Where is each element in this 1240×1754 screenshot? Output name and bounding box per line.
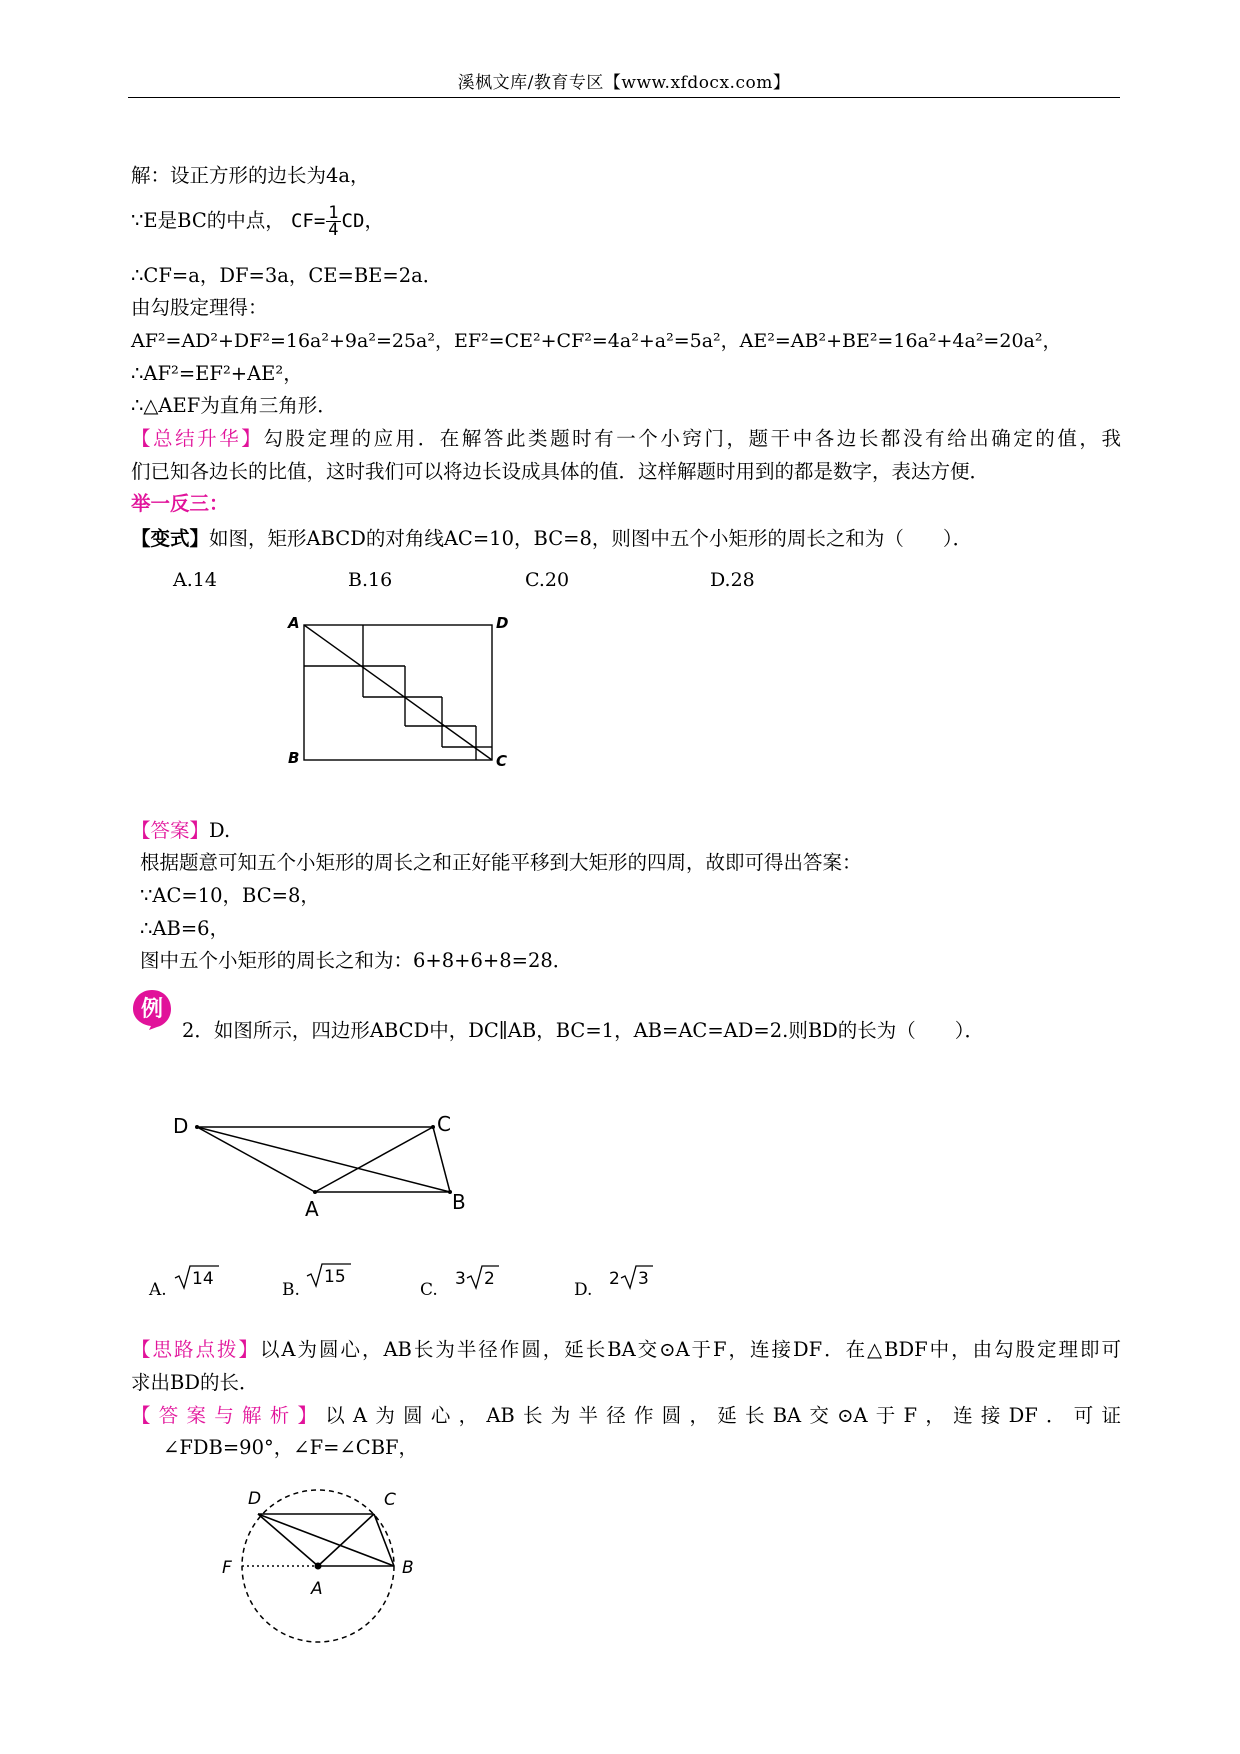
solution-line-1: 解：设正方形的边长为4a， xyxy=(131,164,370,187)
solution-line-7: ∴△AEF为直角三角形． xyxy=(131,394,337,417)
answer1-tag: 【答案】 xyxy=(131,819,210,842)
solution-line-2-prefix: ∵E是BC的中点， xyxy=(131,209,285,232)
ex2-option-b-radical xyxy=(305,1260,355,1290)
coefficient: 2 xyxy=(609,1269,620,1289)
variant-text: 如图，矩形ABCD的对角线AC=10，BC=8，则图中五个小矩形的周长之和为（ ）． xyxy=(209,527,973,550)
label-d: D xyxy=(173,1114,189,1138)
hint-text-1: 以A为圆心，AB长为半径作圆，延长BA交⊙A于F，连接DF．在△BDF中，由勾股定理即可 xyxy=(259,1338,1121,1361)
example2-text: 2．如图所示，四边形ABCD中，DC∥AB，BC=1，AB=AC=AD=2.则BD的长为（ ）． xyxy=(182,1019,985,1042)
ex2-option-a-radical xyxy=(173,1262,223,1292)
label-f: F xyxy=(222,1558,232,1578)
cd-label: CD xyxy=(341,210,365,232)
variant-line xyxy=(131,526,972,552)
fraction-numerator: 1 xyxy=(328,203,339,223)
coefficient: 3 xyxy=(455,1269,466,1289)
hint-line-1 xyxy=(131,1337,1121,1363)
label-c: C xyxy=(496,752,508,770)
solution-line-2 xyxy=(131,205,384,238)
summary-line-2: 们已知各边长的比值，这时我们可以将边长设成具体的值．这样解题时用到的都是数字，表达方便． xyxy=(131,460,990,483)
answer1-line-2: ∵AC=10，BC=8， xyxy=(140,884,320,907)
label-b: B xyxy=(402,1558,414,1578)
radicand: 15 xyxy=(324,1267,346,1287)
answer1-value: D. xyxy=(209,819,231,842)
solution-line-4: 由勾股定理得： xyxy=(131,296,268,319)
ex2-option-a-letter: A. xyxy=(149,1280,167,1300)
analysis-line-1 xyxy=(131,1403,1121,1429)
solution-line-6: ∴AF²=EF²+AE²， xyxy=(131,362,303,385)
analysis-text-1: 以A为圆心，AB长为半径作圆，延长BA交⊙A于F，连接DF．可证 xyxy=(325,1404,1121,1427)
diagonal-ac xyxy=(304,625,492,760)
label-a: A xyxy=(311,1579,323,1599)
label-b: B xyxy=(288,749,300,767)
answer1-line-3: ∴AB=6， xyxy=(140,917,230,940)
variant-option-a: A.14 xyxy=(173,569,217,591)
label-a: A xyxy=(288,614,300,632)
analysis-tag: 【答案与解析】 xyxy=(131,1404,326,1427)
label-b: B xyxy=(452,1190,466,1214)
hint-tag: 【思路点拨】 xyxy=(131,1338,260,1361)
figure-quadrilateral-abcd xyxy=(165,1105,485,1220)
radicand: 14 xyxy=(192,1269,214,1289)
summary-tag: 【总结升华】 xyxy=(131,427,264,450)
analysis-line-2: ∠FDB=90°，∠F=∠CBF， xyxy=(163,1436,419,1459)
hint-line-2: 求出BD的长． xyxy=(131,1371,259,1394)
variant-tag: 【变式】 xyxy=(131,527,210,550)
radicand: 2 xyxy=(484,1269,495,1289)
ex2-option-c-letter: C. xyxy=(420,1280,438,1300)
fraction xyxy=(326,205,340,238)
label-c: C xyxy=(384,1490,396,1510)
page-header: 溪枫文库/教育专区【www.xfdocx.com】 xyxy=(457,73,791,93)
ex2-option-d-letter: D. xyxy=(574,1280,593,1300)
summary-text-1: 勾股定理的应用．在解答此类题时有一个小窍门，题干中各边长都没有给出确定的值，我 xyxy=(263,427,1121,450)
example-badge xyxy=(131,988,173,1030)
label-d: D xyxy=(248,1489,262,1509)
solution-line-3: ∴CF=a，DF=3a，CE=BE=2a． xyxy=(131,264,443,287)
cf-label: CF= xyxy=(290,210,326,232)
figure-rectangle-abcd xyxy=(280,610,520,770)
summary-line-1 xyxy=(131,426,1121,452)
answer1-line xyxy=(131,818,230,844)
header-rule xyxy=(128,97,1120,98)
example-badge-text: 例 xyxy=(140,997,164,1022)
variant-option-c: C.20 xyxy=(525,569,570,591)
solution-line-2-end: ， xyxy=(364,209,384,232)
figure-circle-construction xyxy=(218,1480,428,1650)
answer1-line-4: 图中五个小矩形的周长之和为：6+8+6+8=28． xyxy=(140,949,573,972)
fraction-denominator: 4 xyxy=(328,220,339,240)
radicand: 3 xyxy=(638,1269,649,1289)
solution-line-5: AF²=AD²+DF²=16a²+9a²=25a²，EF²=CE²+CF²=4a²+a²=5a²，AE²=AB²+BE²=16a²+4a²=20a²， xyxy=(131,330,1062,352)
cf-expression xyxy=(290,203,365,240)
label-d: D xyxy=(496,614,509,632)
label-a: A xyxy=(305,1197,319,1220)
ex2-option-d-radical xyxy=(609,1262,659,1292)
label-c: C xyxy=(437,1112,451,1136)
ex2-option-b-letter: B. xyxy=(282,1280,300,1300)
juyi-heading: 举一反三： xyxy=(131,492,229,515)
variant-option-d: D.28 xyxy=(710,569,755,591)
variant-option-b: B.16 xyxy=(348,569,393,591)
answer1-line-1: 根据题意可知五个小矩形的周长之和正好能平移到大矩形的四周，故即可得出答案： xyxy=(140,851,862,874)
ex2-option-c-radical xyxy=(455,1262,505,1292)
